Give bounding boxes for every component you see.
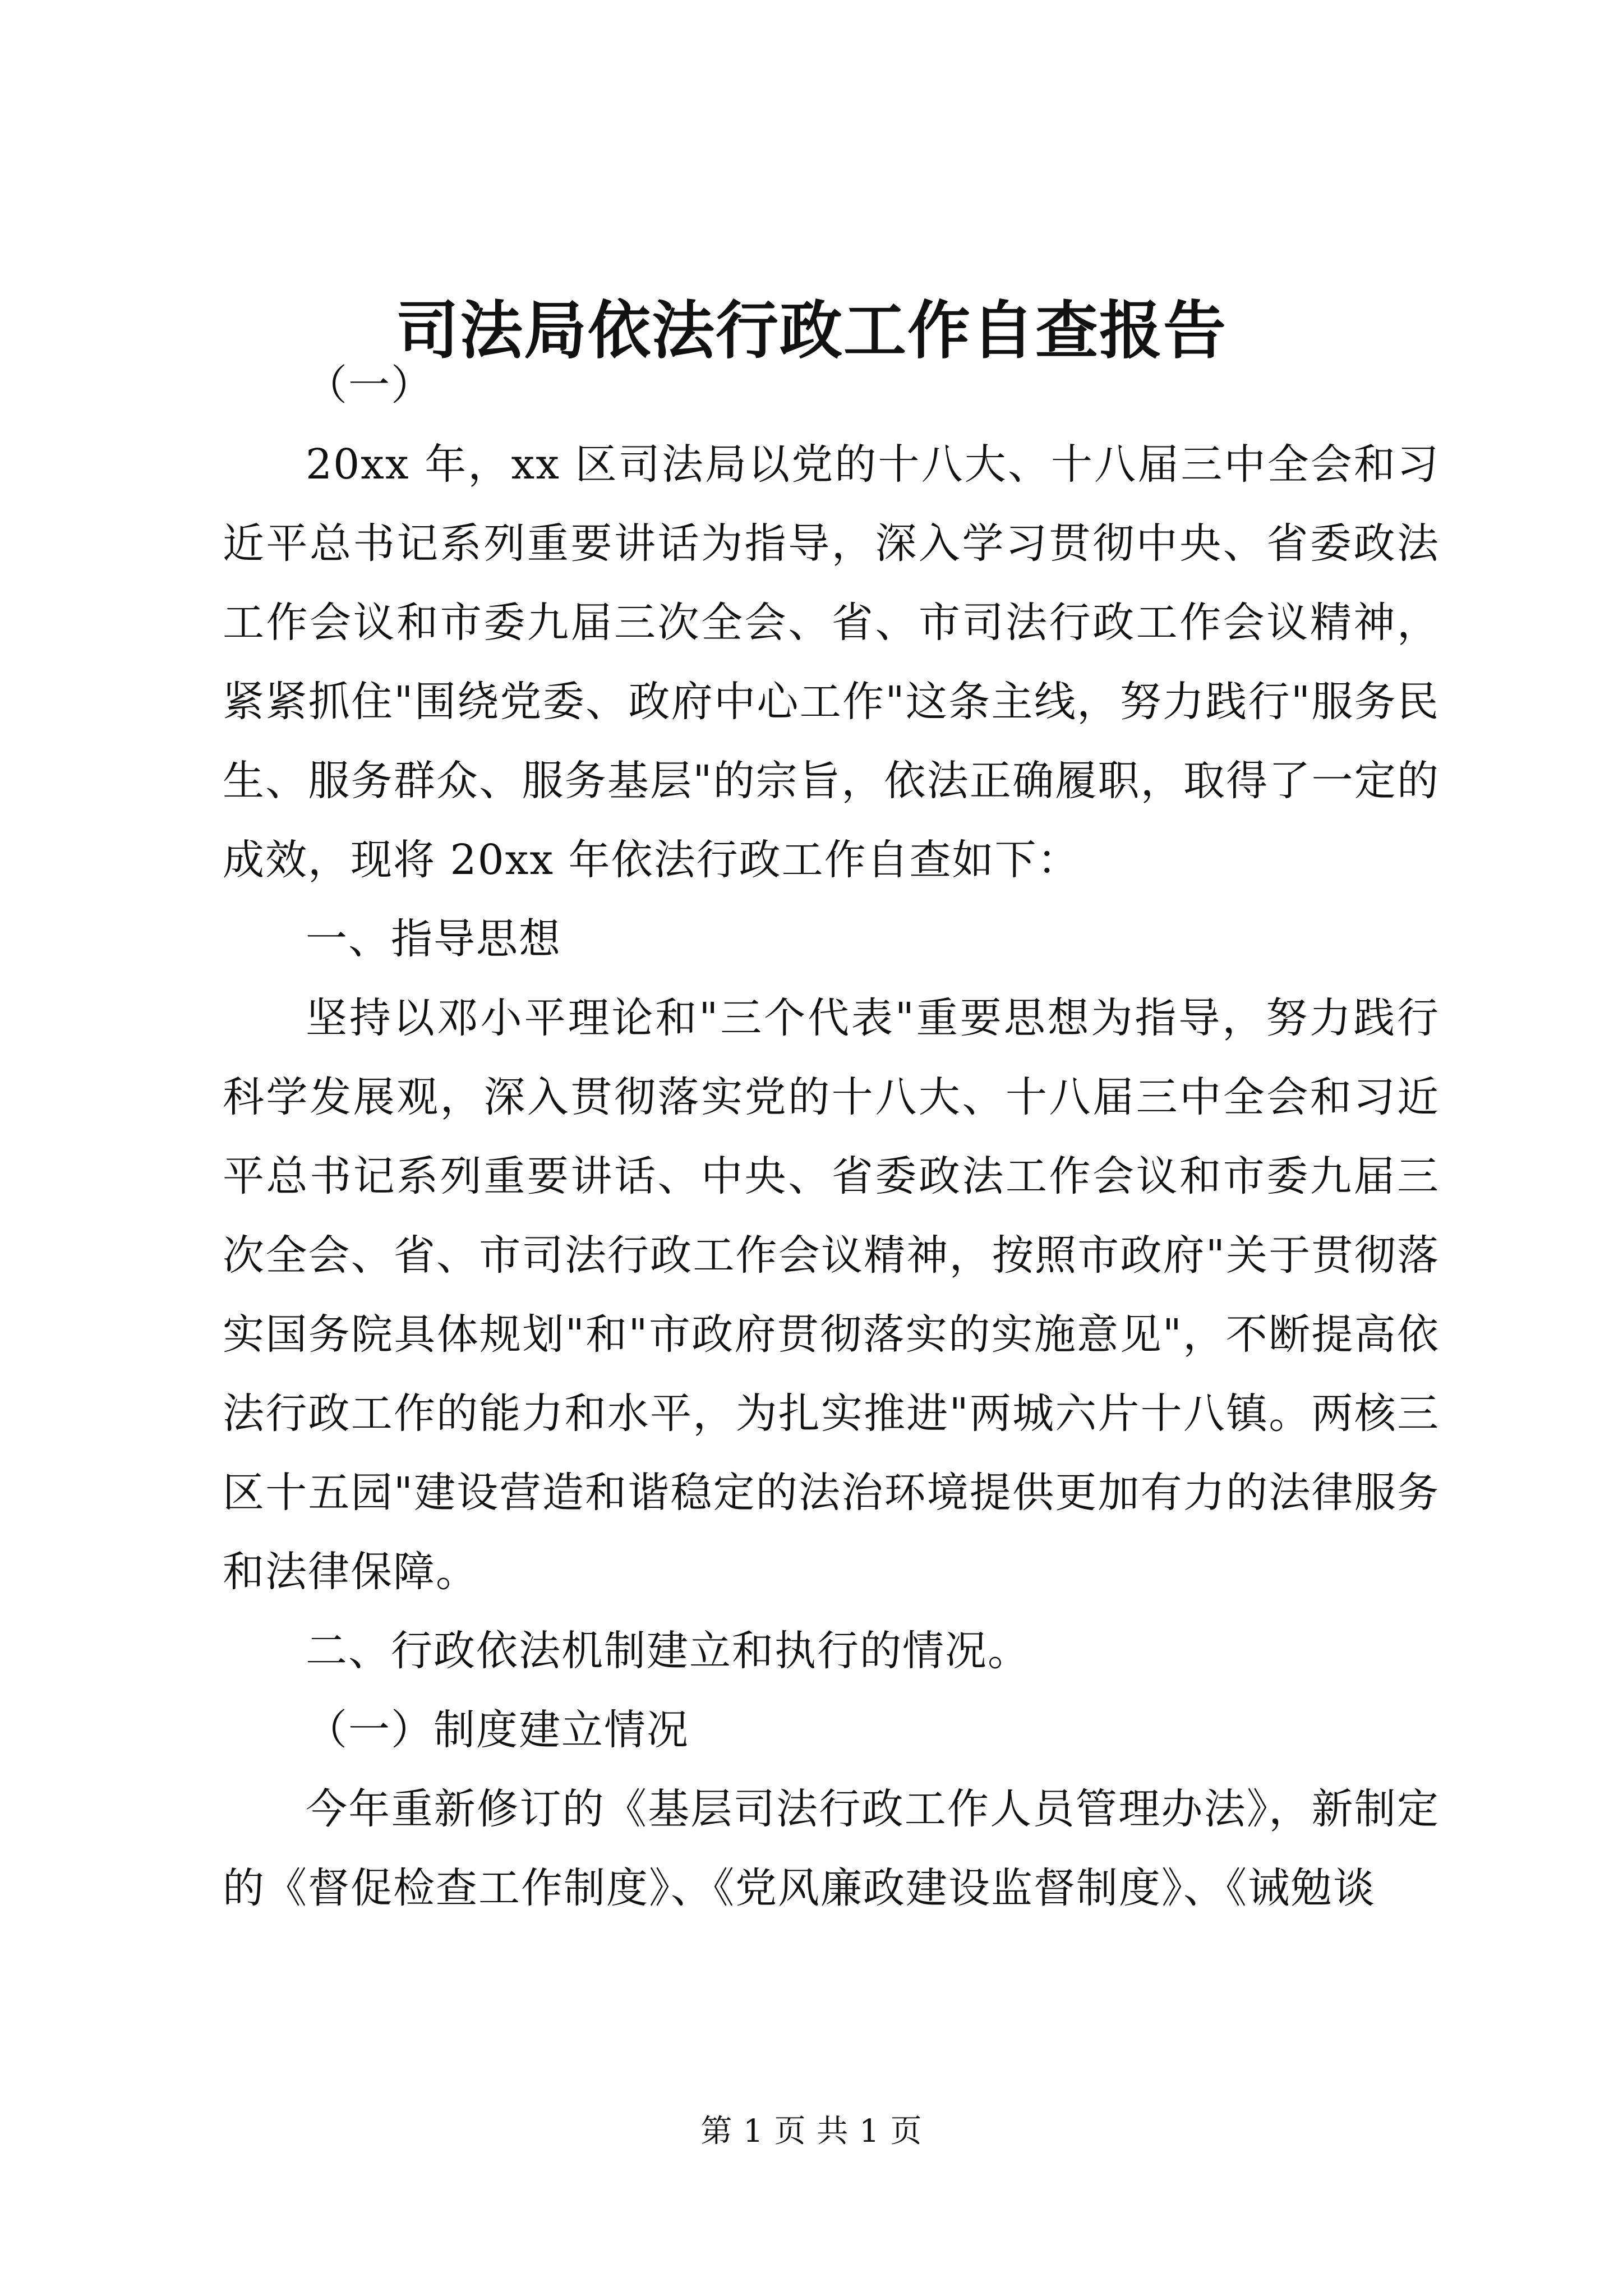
guiding-ideology-paragraph: 坚持以邓小平理论和"三个代表"重要思想为指导，努力践行科学发展观，深入贯彻落实党的十八大、十八届三中全会和习近平总书记系列重要讲话、中央、省委政法工作会议和市委九届三次全会、省、市司法行政工作会议精神，按照市政府"关于贯彻落实国务院具体规划"和"市政府贯彻落实的实施意见"，不断提高依法行政工作的能力和水平，为扎实推进"两城六片十八镇。两核三区十五园"建设营造和谐稳定的法治环境提供更加有力的法律服务和法律保障。 bbox=[223, 994, 1440, 1596]
heading-mechanism: 二、行政依法机制建立和执行的情况。 bbox=[306, 1627, 1030, 1675]
document-title: 司法局依法行政工作自查报告 bbox=[396, 294, 1227, 367]
intro-paragraph: 20xx 年，xx 区司法局以党的十八大、十八届三中全会和习近平总书记系列重要讲话为指导，深入学习贯彻中央、省委政法工作会议和市委九届三次全会、省、市司法行政工作会议精神，紧紧抓住"围绕党委、政府中心工作"这条主线，努力践行"服务民生、服务群众、服务基层"的宗旨，依法正确履职，取得了一定的成效，现将 20xx 年依法行政工作自查如下： bbox=[223, 440, 1440, 884]
section-number: （一） bbox=[306, 361, 434, 409]
subheading-system-building: （一）制度建立情况 bbox=[306, 1706, 689, 1754]
heading-guiding-ideology: 一、指导思想 bbox=[306, 915, 561, 963]
system-building-paragraph: 今年重新修订的《基层司法行政工作人员管理办法》，新制定的《督促检查工作制度》、《党风廉政建设监督制度》、《诫勉谈 bbox=[223, 1785, 1440, 1912]
document-body bbox=[223, 346, 1440, 1928]
page-footer: 第 1 页 共 1 页 bbox=[700, 2113, 923, 2150]
